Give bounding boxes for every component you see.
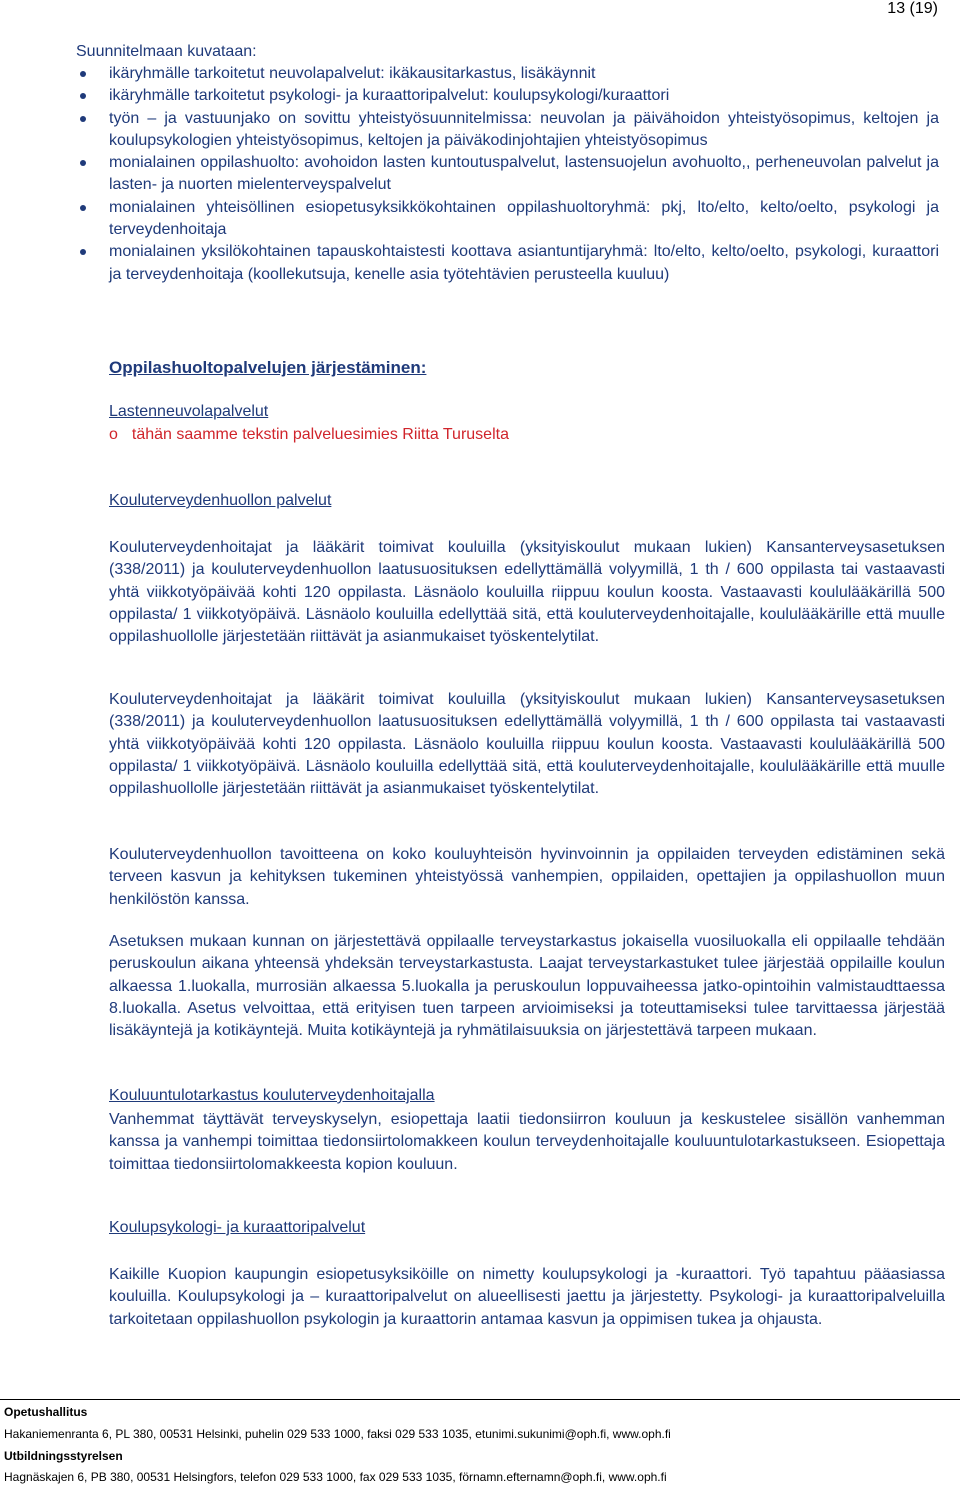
- koulupsykologi-heading: Koulupsykologi- ja kuraattoripalvelut: [109, 1219, 366, 1236]
- koulupsykologi-paragraph: Kaikille Kuopion kaupungin esiopetusyksiköille on nimetty koulupsykologi ja -kuraattori. Työ tapahtuu pääasiassa kouluilla. Koulupsykologi ja – kuraattoripalvelut on alueellisesti jaettu ja järjestetty. Psykologi- ja kuraattoripalveluilla tarkoitetaan oppilashuollon psykologin ja kuraattorin antamaa kasvun ja oppimisen tukea ja ohjausta.: [109, 1266, 945, 1328]
- bullet-icon: [80, 116, 86, 122]
- kouluterveydenhuolto-heading: Kouluterveydenhuollon palvelut: [109, 492, 332, 509]
- bullet-icon: [80, 93, 86, 99]
- list-item: työn – ja vastuunjako on sovittu yhteistyösuunnitelmissa: neuvolan ja päivähoidon yhteistyösopimus, keltojen ja koulupsykologien yhteistyösopimus, keltojen ja päiväkodinjohtajien yhteistyösopimus: [0, 108, 939, 153]
- page-number: 13 (19): [887, 0, 938, 17]
- bullet-icon: [80, 160, 86, 166]
- intro-title: Suunnitelmaan kuvataan:: [76, 43, 257, 60]
- bullet-icon: [80, 249, 86, 255]
- lastenneuvola-heading: Lastenneuvolapalvelut: [109, 403, 269, 420]
- kouluterveydenhuolto-paragraph-1: Kouluterveydenhoitajat ja lääkärit toimivat kouluilla (yksityiskoulut mukaan lukien) Kansanterveysasetuksen (338/2011) ja kouluterveydenhuollon laatusuosituksen edellyttämällä volyymillä, 1 th / 600 oppilasta tai vastaavasti yhtä viikkotyöpäivää kohti 120 oppilasta. Läsnäolo kouluilla riippuu koulun koosta. Vastaavasti koululääkärillä 500 oppilasta/ 1 viikkotyöpäivä. Läsnäolo kouluilla edellyttää sitä, että kouluterveydenhoitajalle, koululääkärille että muulle oppilashuollolle järjestetään riittävät ja asianmukaiset työskentelytilat.: [109, 539, 945, 646]
- list-item: ikäryhmälle tarkoitetut neuvolapalvelut: ikäkausitarkastus, lisäkäynnit: [0, 63, 939, 85]
- footer-org-sv: Utbildningsstyrelsen: [4, 1449, 123, 1463]
- kouluterveydenhuolto-paragraph-3: Kouluterveydenhuollon tavoitteena on koko kouluyhteisön hyvinvoinnin ja oppilaiden terveyden edistäminen sekä terveen kasvun ja kehityksen tukeminen yhteistyössä vanhempien, oppilaiden, opettajien ja oppilashuollon muun henkilöstön kanssa.: [109, 846, 945, 908]
- bullet-icon: [80, 205, 86, 211]
- footer-address-sv: Hagnäskajen 6, PB 380, 00531 Helsingfors, telefon 029 533 1000, fax 029 533 1035, förnamn.efternamn@oph.fi, www.oph.fi: [4, 1470, 667, 1484]
- list-item: monialainen yksilökohtainen tapauskohtaistesti koottava asiantuntijaryhmä: lto/elto, kelto/oelto, psykologi, kuraattori ja terveydenhoitaja (koollekutsuja, kenelle asia työtehtävien perusteella kuuluu): [0, 241, 939, 286]
- footer-org-fi: Opetushallitus: [4, 1405, 88, 1419]
- footer-divider: [0, 1399, 960, 1400]
- kouluterveydenhuolto-paragraph-2: Kouluterveydenhoitajat ja lääkärit toimivat kouluilla (yksityiskoulut mukaan lukien) Kansanterveysasetuksen (338/2011) ja kouluterveydenhuollon laatusuosituksen edellyttämällä volyymillä, 1 th / 600 oppilasta tai vastaavasti yhtä viikkotyöpäivää kohti 120 oppilasta. Läsnäolo kouluilla riippuu koulun koosta. Vastaavasti koululääkärillä 500 oppilasta/ 1 viikkotyöpäivä. Läsnäolo kouluilla edellyttää sitä, että kouluterveydenhoitajalle, koululääkärille että muulle oppilashuollolle järjestetään riittävät ja asianmukaiset työskentelytilat.: [109, 691, 945, 798]
- list-item: monialainen oppilashuolto: avohoidon lasten kuntoutuspalvelut, lastensuojelun avohuolto,, perheneuvolan palvelut ja lasten- ja nuorten mielenterveyspalvelut: [0, 152, 939, 197]
- kouluuntulo-heading: Kouluuntulotarkastus kouluterveydenhoitajalla: [109, 1087, 435, 1104]
- list-item: monialainen yhteisöllinen esiopetusyksikkökohtainen oppilashuoltoryhmä: pkj, lto/elto, kelto/oelto, psykologi ja terveydenhoitaja: [0, 197, 939, 242]
- kouluterveydenhuolto-paragraph-4: Asetuksen mukaan kunnan on järjestettävä oppilaalle terveystarkastus jokaisella vuosiluokalla eli oppilaalle tehdään peruskoulun aikana yhteensä yhdeksän terveystarkastusta. Laajat terveystarkastuket tulee järjestää oppilaille koulun alkaessa 1.luokalla, murrosiän alkaessa 5.luokalla ja peruskoulun loppuvaiheessa jatko-opintoihin valmistaudttaessa 8.luokalla. Asetus velvoittaa, että erityisen tuen tarpeen arvioimiseksi ja toteuttamiseksi tulee tarvittaessa järjestää lisäkäyntejä ja kotikäyntejä. Muita kotikäyntejä ja ryhmätilaisuuksia on järjestettävä tarpeen mukaan.: [109, 933, 945, 1040]
- list-item: ikäryhmälle tarkoitetut psykologi- ja kuraattoripalvelut: koulupsykologi/kuraattori: [0, 85, 939, 107]
- bullet-icon: [80, 71, 86, 77]
- kouluuntulo-paragraph: Vanhemmat täyttävät terveyskyselyn, esiopettaja laatii tiedonsiirron kouluun ja keskustelee sisällön vanhemman kanssa ja vanhempi toimittaa tiedonsiirtolomakkeen koulun terveydenhoitajalle kouluuntulotarkastukseen. Esiopettaja toimittaa tiedonsiirtolomakkeesta kopion kouluun.: [109, 1111, 945, 1173]
- lastenneuvola-note: o tähän saamme tekstin palveluesimies Riitta Turuselta: [109, 426, 509, 443]
- list-marker: o: [109, 426, 118, 443]
- intro-bullet-list: [0, 63, 960, 286]
- section-heading: Oppilashuoltopalvelujen järjestäminen:: [109, 358, 427, 377]
- footer-address-fi: Hakaniemenranta 6, PL 380, 00531 Helsinki, puhelin 029 533 1000, faksi 029 533 1035, etunimi.sukunimi@oph.fi, www.oph.fi: [4, 1427, 671, 1441]
